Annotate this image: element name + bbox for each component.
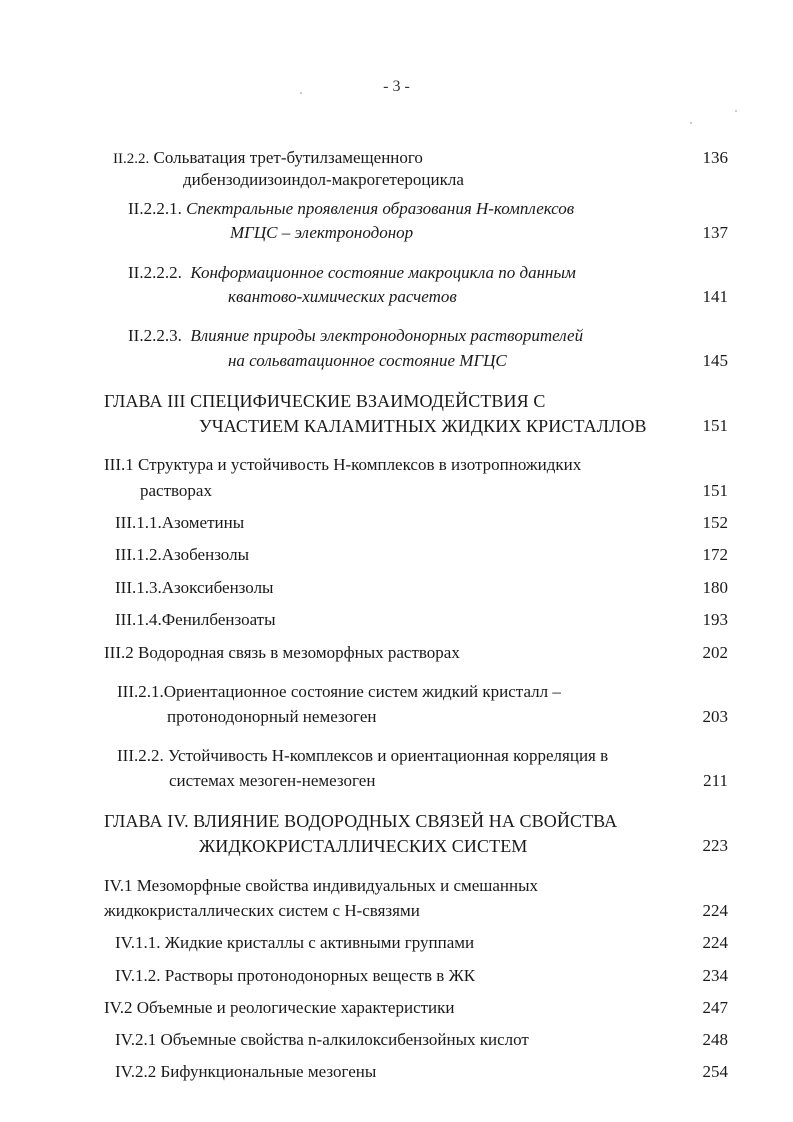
toc-entry-line: IV.2.2 Бифункциональные мезогены <box>115 1062 377 1081</box>
toc-entry-line: растворах <box>140 481 212 500</box>
scan-speck <box>300 92 302 94</box>
toc-entry-page: 224 <box>702 933 728 952</box>
toc-entry-page: 247 <box>702 998 728 1017</box>
toc-entry-page: 202 <box>702 643 728 662</box>
toc-entry-page: 151 <box>702 481 728 500</box>
toc-entry-line: квантово-химических расчетов <box>228 287 457 306</box>
toc-entry-page: 203 <box>702 707 728 726</box>
toc-chapter-line: ГЛАВА III СПЕЦИФИЧЕСКИЕ ВЗАИМОДЕЙСТВИЯ С <box>104 391 546 411</box>
toc-entry-page: 248 <box>702 1030 728 1049</box>
toc-entry-number: II.2.2. <box>113 151 150 167</box>
toc-entry-page: 180 <box>702 578 728 597</box>
toc-entry-line: на сольватационное состояние МГЦС <box>228 351 507 370</box>
toc-entry-number: II.2.2.1. <box>128 199 182 218</box>
toc-entry-page: 141 <box>702 287 728 306</box>
toc-entry-line: IV.2 Объемные и реологические характеристики <box>104 998 455 1017</box>
toc-entry-page: 136 <box>702 148 728 167</box>
toc-entry-text: Спектральные проявления образования Н-комплексов <box>186 199 575 218</box>
toc-entry-line: III.2.2. Устойчивость Н-комплексов и ориентационная корреляция в <box>117 746 609 765</box>
toc-entry-page: 224 <box>702 901 728 920</box>
toc-entry-page: 151 <box>702 416 728 435</box>
toc-entry-line: III.1.4.Фенилбензоаты <box>115 610 276 629</box>
toc-entry-page: 223 <box>702 836 728 855</box>
toc-entry-text: Влияние природы электронодонорных растворителей <box>190 326 584 345</box>
toc-entry-page: 172 <box>702 545 728 564</box>
toc-entry-line: III.1.3.Азоксибензолы <box>115 578 274 597</box>
toc-entry-line: жидкокристаллических систем с Н-связями <box>104 901 420 920</box>
toc-chapter-line: ГЛАВА IV. ВЛИЯНИЕ ВОДОРОДНЫХ СВЯЗЕЙ НА СВОЙСТВА <box>104 811 618 831</box>
scan-speck <box>690 122 692 124</box>
toc-entry-number: II.2.2.3. <box>128 326 182 345</box>
toc-entry-line: МГЦС – электронодонор <box>230 223 414 242</box>
toc-entry-line: III.2 Водородная связь в мезоморфных растворах <box>104 643 460 662</box>
toc-entry-line: IV.1.2. Растворы протонодонорных веществ в ЖК <box>115 966 476 985</box>
toc-entry-number: II.2.2.2. <box>128 263 182 282</box>
toc-entry-line <box>128 199 574 219</box>
toc-entry-line: системах мезоген-немезоген <box>169 771 376 790</box>
toc-entry-page: 193 <box>702 610 728 629</box>
toc-entry-page: 234 <box>702 966 728 985</box>
toc-chapter-line: УЧАСТИЕМ КАЛАМИТНЫХ ЖИДКИХ КРИСТАЛЛОВ <box>199 416 647 436</box>
toc-chapter-line: ЖИДКОКРИСТАЛЛИЧЕСКИХ СИСТЕМ <box>199 836 528 856</box>
page-number: - 3 - <box>383 78 410 95</box>
toc-entry-line <box>128 263 576 283</box>
toc-entry-page: 211 <box>703 771 728 790</box>
toc-entry-line: протонодонорный немезоген <box>167 707 377 726</box>
scan-speck <box>735 110 737 112</box>
toc-entry-line: III.1 Структура и устойчивость Н-комплексов в изотропножидких <box>104 455 582 474</box>
toc-entry-line: IV.2.1 Объемные свойства n-алкилоксибензойных кислот <box>115 1030 529 1049</box>
toc-entry-text: Конформационное состояние макроцикла по данным <box>190 263 576 282</box>
toc-entry-line: IV.1 Мезоморфные свойства индивидуальных и смешанных <box>104 876 539 895</box>
toc-entry-line: III.1.2.Азобензолы <box>115 545 249 564</box>
toc-entry-page: 137 <box>702 223 728 242</box>
toc-entry-page: 254 <box>702 1062 728 1081</box>
toc-entry-line <box>128 326 583 346</box>
toc-entry-line <box>113 148 423 169</box>
toc-entry-line: IV.1.1. Жидкие кристаллы с активными группами <box>115 933 475 952</box>
toc-entry-page: 145 <box>702 351 728 370</box>
toc-entry-line: III.2.1.Ориентационное состояние систем жидкий кристалл – <box>117 682 561 701</box>
toc-entry-page: 152 <box>702 513 728 532</box>
toc-entry-line: III.1.1.Азометины <box>115 513 245 532</box>
toc-entry-text: Сольватация трет-бутилзамещенного <box>153 148 423 167</box>
toc-entry-line: дибензодиизоиндол-макрогетероцикла <box>183 170 464 189</box>
